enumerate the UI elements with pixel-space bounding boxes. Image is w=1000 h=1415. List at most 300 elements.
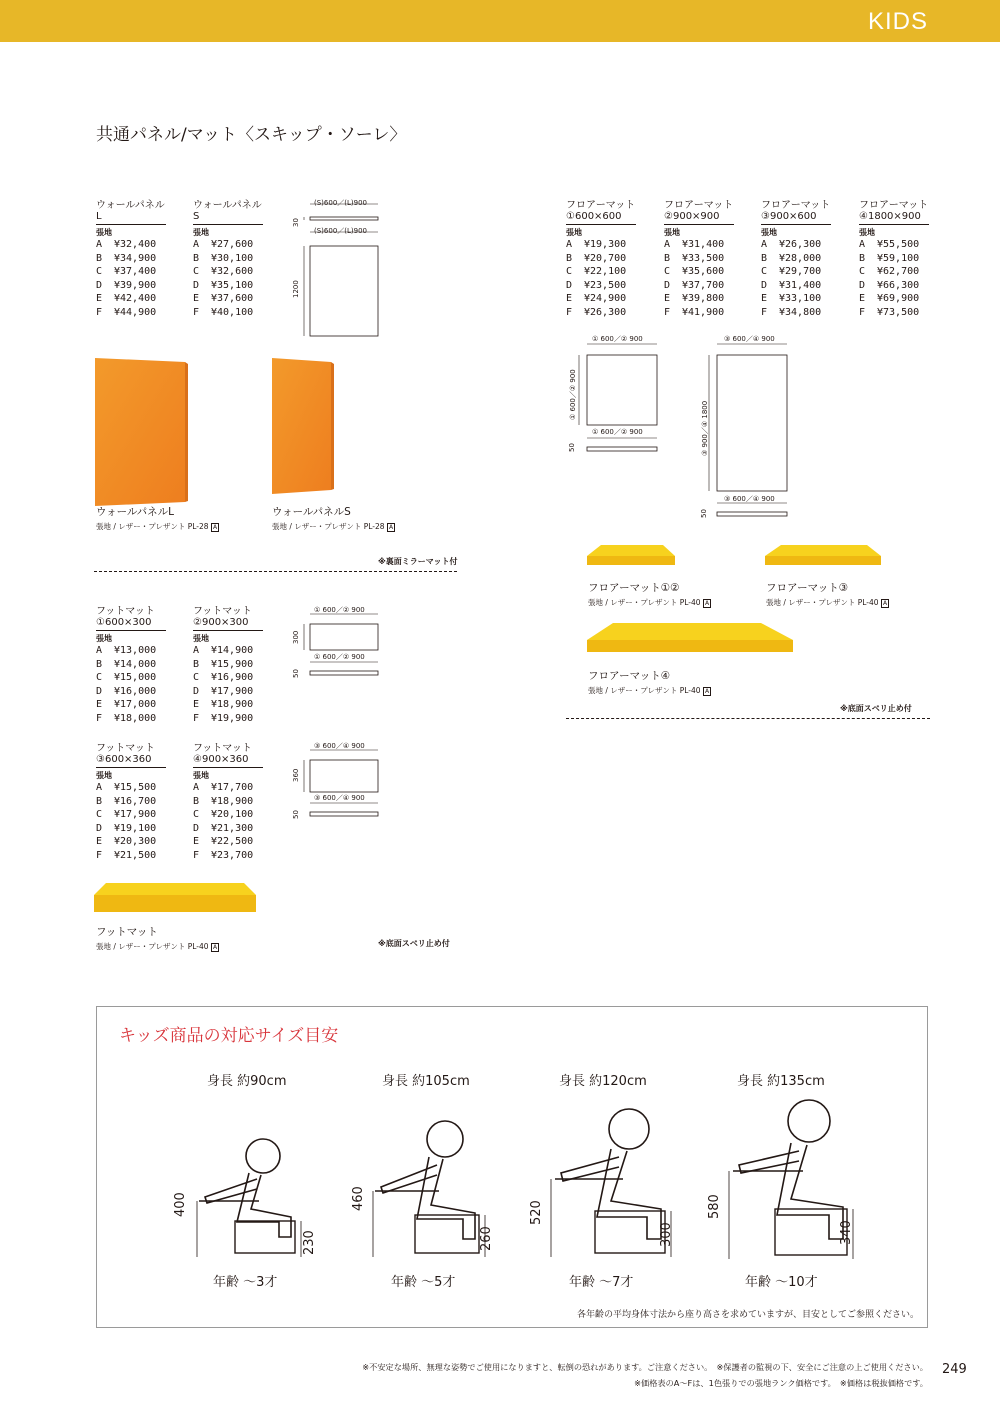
price-row	[96, 712, 166, 726]
rank-badge: A	[704, 688, 710, 695]
price-row	[193, 795, 263, 809]
section-divider	[566, 718, 930, 719]
product-spec: 張地 / レザー・プレザント PL-28	[272, 522, 385, 531]
product-name: ウォールパネルL	[96, 506, 174, 518]
price-row	[193, 238, 263, 252]
dim-label: ① 600／② 900	[592, 428, 643, 436]
dim-label: 50	[568, 443, 576, 452]
table-size: ③600×360	[96, 754, 152, 765]
product-spec: 張地 / レザー・プレザント PL-40	[588, 598, 701, 607]
product-name: フットマット	[96, 926, 158, 938]
wall-panel-s-caption	[272, 504, 395, 532]
dim-label: ① 600／② 900	[569, 369, 577, 420]
rank-letter: F	[96, 712, 103, 724]
price-row	[96, 698, 166, 712]
dim-label: ③ 600／④ 900	[724, 335, 775, 343]
foot-note: ※底面スベリ止め付	[378, 939, 450, 948]
price-value: ¥18,000	[114, 712, 157, 724]
rank-letter: D	[664, 279, 671, 291]
rank-letter: F	[859, 306, 866, 318]
price-value: ¥14,900	[211, 645, 254, 656]
figure-age: 年齢 ～5才	[391, 1275, 456, 1290]
price-row	[193, 849, 263, 863]
rank-letter: A	[566, 239, 573, 250]
price-row	[761, 265, 831, 279]
rank-badge: A	[704, 600, 710, 607]
dim-label: ③ 600／④ 900	[724, 495, 775, 503]
rank-letter: E	[859, 293, 866, 305]
price-table-wall-s	[193, 200, 263, 320]
price-row	[96, 835, 166, 849]
floor-mat-3-image	[763, 543, 883, 573]
price-row	[96, 238, 166, 252]
rank-letter: E	[193, 293, 200, 305]
footer-note-2: ※価格表のA～Fは、1色張りでの張地ランク価格です。 ※価格は税抜価格です。	[634, 1378, 928, 1388]
table-size: ④900×360	[193, 754, 249, 765]
product-spec: 張地 / レザー・プレザント PL-40	[766, 598, 879, 607]
product-name: ウォールパネルS	[272, 506, 351, 518]
figure-height: 身長 約135cm	[737, 1074, 825, 1089]
table-title: フットマット	[96, 743, 155, 754]
wall-panel-s-image	[270, 356, 336, 496]
dim-label: (S)600／(L)900	[314, 199, 367, 207]
product-name: フロアーマット③	[766, 582, 849, 594]
price-row	[761, 279, 831, 293]
wall-note: ※裏面ミラーマット付	[378, 557, 458, 566]
dim-label: ③ 600／④ 900	[314, 794, 365, 802]
price-value: ¥34,900	[114, 252, 157, 264]
rank-letter: C	[859, 266, 866, 278]
rank-letter: B	[96, 252, 103, 264]
table-sub: 張地	[193, 634, 209, 643]
rank-letter: F	[761, 306, 768, 318]
table-sub: 張地	[96, 771, 112, 780]
product-spec: 張地 / レザー・プレザント PL-40	[96, 942, 209, 951]
price-value: ¥16,000	[114, 685, 157, 697]
price-value: ¥35,100	[211, 279, 254, 291]
price-row	[761, 292, 831, 306]
dim-label: ① 600／② 900	[314, 653, 365, 661]
rank-letter: C	[96, 266, 103, 278]
price-row	[566, 252, 636, 266]
price-value: ¥37,400	[114, 266, 157, 278]
price-value: ¥23,500	[584, 279, 627, 291]
price-row	[96, 292, 166, 306]
price-value: ¥66,300	[877, 279, 920, 291]
price-row	[193, 658, 263, 672]
rank-letter: D	[96, 279, 103, 291]
rank-letter: C	[566, 266, 573, 278]
table-sub: 張地	[859, 228, 875, 237]
price-row	[193, 685, 263, 699]
foot-mat-image	[92, 880, 260, 920]
price-row	[96, 265, 166, 279]
price-value: ¥42,400	[114, 293, 157, 305]
seat-height: 300	[659, 1222, 674, 1247]
rank-badge: A	[388, 524, 394, 531]
rank-letter: A	[96, 645, 103, 656]
price-value: ¥35,600	[682, 266, 725, 278]
dim-label: ① 600／② 900	[592, 335, 643, 343]
price-row	[96, 306, 166, 320]
rank-letter: D	[761, 279, 768, 291]
price-value: ¥55,500	[877, 239, 920, 250]
rank-letter: F	[96, 306, 103, 318]
table-title: フットマット	[193, 606, 252, 617]
rank-badge: A	[212, 944, 218, 951]
price-row	[193, 644, 263, 658]
table-size: ①600×600	[566, 211, 622, 222]
rank-letter: D	[193, 822, 200, 834]
rank-letter: B	[859, 252, 866, 264]
rank-letter: A	[96, 239, 103, 250]
price-value: ¥39,900	[114, 279, 157, 291]
price-row	[664, 292, 734, 306]
rank-letter: A	[193, 239, 200, 250]
size-guide-title: キッズ商品の対応サイズ目安	[119, 1026, 339, 1046]
price-value: ¥24,900	[584, 293, 627, 305]
seat-height: 230	[302, 1230, 317, 1255]
table-sub: 張地	[566, 228, 582, 237]
price-table-foot-1	[96, 606, 166, 726]
figure-height: 身長 約90cm	[207, 1074, 287, 1089]
rank-letter: E	[664, 293, 671, 305]
price-row	[664, 306, 734, 320]
figure-age: 年齢 ～3才	[213, 1275, 278, 1290]
floor-mat-12-caption	[588, 580, 711, 608]
rank-letter: E	[566, 293, 573, 305]
dim-label: ③ 600／④ 900	[314, 742, 365, 750]
rank-letter: B	[193, 795, 200, 807]
rank-letter: B	[193, 658, 200, 670]
price-value: ¥15,500	[114, 782, 157, 793]
price-value: ¥30,100	[211, 252, 254, 264]
table-title: フロアーマット	[664, 200, 734, 211]
price-value: ¥34,800	[779, 306, 822, 318]
rank-letter: C	[193, 672, 200, 684]
price-value: ¥21,300	[211, 822, 254, 834]
price-value: ¥17,900	[114, 809, 157, 821]
price-table-wall-l	[96, 200, 166, 320]
product-name: フロアーマット④	[588, 670, 671, 682]
rank-letter: D	[96, 685, 103, 697]
table-title: フロアーマット	[566, 200, 636, 211]
table-sub: 張地	[761, 228, 777, 237]
product-name: フロアーマット①②	[588, 582, 680, 594]
wall-panel-l-caption	[96, 504, 219, 532]
rank-letter: A	[193, 645, 200, 656]
floor-mat-12-image	[585, 543, 677, 573]
rank-letter: C	[193, 809, 200, 821]
dim-label: 360	[292, 768, 300, 782]
price-value: ¥19,900	[211, 712, 254, 724]
price-row	[664, 238, 734, 252]
table-sub: 張地	[193, 771, 209, 780]
rank-letter: D	[96, 822, 103, 834]
price-value: ¥40,100	[211, 306, 254, 318]
rank-letter: F	[96, 849, 103, 861]
price-value: ¥17,000	[114, 699, 157, 711]
desk-height: 460	[351, 1186, 366, 1211]
price-value: ¥16,900	[211, 672, 254, 684]
figure-age: 年齢 ～7才	[569, 1275, 634, 1290]
product-spec: 張地 / レザー・プレザント PL-28	[96, 522, 209, 531]
dim-label: 300	[292, 630, 300, 644]
table-sub: 張地	[96, 228, 112, 237]
table-title: ウォールパネルL	[96, 200, 166, 225]
table-title: フロアーマット	[859, 200, 929, 211]
price-value: ¥32,600	[211, 266, 254, 278]
table-title: ウォールパネルS	[193, 200, 263, 225]
figure-age: 年齢 ～10才	[745, 1275, 818, 1290]
price-row	[96, 279, 166, 293]
price-value: ¥27,600	[211, 239, 254, 250]
footer-note-1: ※不安定な場所、無理な姿勢でご使用になりますと、転倒の恐れがあります。ご注意ください。 ※保護者の監視の下、安全にご注意の上ご使用ください。	[362, 1362, 928, 1372]
rank-letter: D	[859, 279, 866, 291]
rank-letter: C	[96, 672, 103, 684]
price-value: ¥20,700	[584, 252, 627, 264]
price-value: ¥22,100	[584, 266, 627, 278]
table-sub: 張地	[664, 228, 680, 237]
price-value: ¥26,300	[779, 239, 822, 250]
table-title: フットマット	[96, 606, 155, 617]
price-row	[96, 849, 166, 863]
figure-height: 身長 約120cm	[559, 1074, 647, 1089]
price-row	[193, 265, 263, 279]
price-value: ¥14,000	[114, 658, 157, 670]
rank-badge: A	[882, 600, 888, 607]
price-row	[859, 238, 929, 252]
price-value: ¥13,000	[114, 645, 157, 656]
floor-mat-4-caption	[588, 668, 711, 696]
rank-badge: A	[212, 524, 218, 531]
price-value: ¥31,400	[779, 279, 822, 291]
wall-panel-drawing	[290, 190, 390, 340]
price-value: ¥37,700	[682, 279, 725, 291]
rank-letter: D	[193, 279, 200, 291]
price-row	[193, 808, 263, 822]
price-value: ¥32,400	[114, 239, 157, 250]
price-row	[193, 835, 263, 849]
table-size: ④1800×900	[859, 211, 921, 222]
price-value: ¥39,800	[682, 293, 725, 305]
figure-height: 身長 約105cm	[382, 1074, 470, 1089]
price-value: ¥28,000	[779, 252, 822, 264]
price-row	[193, 292, 263, 306]
rank-letter: A	[859, 239, 866, 250]
price-value: ¥18,900	[211, 699, 254, 711]
rank-letter: A	[761, 239, 768, 250]
price-value: ¥20,300	[114, 836, 157, 848]
table-size: ②900×900	[664, 211, 720, 222]
dim-label: ③ 900／④ 1800	[701, 400, 709, 456]
dim-label: ① 600／② 900	[314, 606, 365, 614]
rank-letter: E	[96, 293, 103, 305]
price-row	[96, 252, 166, 266]
price-row	[96, 781, 166, 795]
price-row	[859, 306, 929, 320]
price-value: ¥62,700	[877, 266, 920, 278]
price-row	[193, 671, 263, 685]
category-label: KIDS	[867, 8, 928, 35]
price-table-foot-3	[96, 743, 166, 863]
rank-letter: F	[193, 306, 200, 318]
price-row	[566, 306, 636, 320]
price-value: ¥69,900	[877, 293, 920, 305]
price-table-floor-1	[566, 200, 636, 320]
dim-label: 50	[292, 669, 300, 678]
price-value: ¥22,500	[211, 836, 254, 848]
price-row	[96, 822, 166, 836]
rank-letter: D	[193, 685, 200, 697]
price-row	[193, 781, 263, 795]
price-value: ¥15,000	[114, 672, 157, 684]
price-value: ¥18,900	[211, 795, 254, 807]
rank-letter: F	[193, 712, 200, 724]
price-row	[664, 252, 734, 266]
dim-label: 50	[700, 509, 708, 518]
rank-letter: F	[193, 849, 200, 861]
dim-label: 30	[292, 218, 300, 227]
rank-letter: C	[193, 266, 200, 278]
section-divider	[94, 571, 457, 572]
price-row	[566, 238, 636, 252]
table-title: フットマット	[193, 743, 252, 754]
rank-letter: F	[664, 306, 671, 318]
price-row	[664, 265, 734, 279]
price-value: ¥41,900	[682, 306, 725, 318]
price-row	[96, 644, 166, 658]
price-row	[859, 292, 929, 306]
price-row	[96, 671, 166, 685]
price-row	[566, 292, 636, 306]
price-row	[761, 306, 831, 320]
floor-mat-4-image	[585, 620, 797, 662]
price-row	[96, 658, 166, 672]
size-guide-note: 各年齢の平均身体寸法から座り高さを求めていますが、目安としてご参照ください。	[576, 1310, 919, 1320]
price-value: ¥19,100	[114, 822, 157, 834]
dim-label: 50	[292, 810, 300, 819]
dim-label: (S)600／(L)900	[314, 227, 367, 235]
table-sub: 張地	[193, 228, 209, 237]
price-value: ¥21,500	[114, 849, 157, 861]
foot-mat-caption	[96, 924, 219, 952]
price-value: ¥17,900	[211, 685, 254, 697]
price-row	[193, 279, 263, 293]
product-spec: 張地 / レザー・プレザント PL-40	[588, 686, 701, 695]
price-value: ¥44,900	[114, 306, 157, 318]
price-table-floor-4	[859, 200, 929, 320]
rank-letter: B	[96, 795, 103, 807]
table-sub: 張地	[96, 634, 112, 643]
price-table-foot-2	[193, 606, 263, 726]
table-size: ②900×300	[193, 617, 249, 628]
price-value: ¥33,500	[682, 252, 725, 264]
rank-letter: E	[761, 293, 768, 305]
price-value: ¥26,300	[584, 306, 627, 318]
price-value: ¥16,700	[114, 795, 157, 807]
price-row	[96, 685, 166, 699]
table-title: フロアーマット	[761, 200, 831, 211]
rank-letter: B	[96, 658, 103, 670]
price-value: ¥23,700	[211, 849, 254, 861]
table-size: ③900×600	[761, 211, 817, 222]
price-value: ¥37,600	[211, 293, 254, 305]
price-row	[859, 265, 929, 279]
price-row	[193, 252, 263, 266]
price-row	[859, 279, 929, 293]
rank-letter: A	[193, 782, 200, 793]
rank-letter: E	[96, 699, 103, 711]
price-row	[193, 306, 263, 320]
price-value: ¥17,700	[211, 782, 254, 793]
seat-height: 260	[479, 1226, 494, 1251]
price-value: ¥15,900	[211, 658, 254, 670]
floor-note: ※底面スベリ止め付	[840, 704, 912, 713]
price-row	[761, 238, 831, 252]
rank-letter: C	[664, 266, 671, 278]
price-value: ¥31,400	[682, 239, 725, 250]
desk-height: 580	[707, 1194, 722, 1219]
rank-letter: C	[761, 266, 768, 278]
floor-mat-3-caption	[766, 580, 889, 608]
rank-letter: B	[193, 252, 200, 264]
price-row	[761, 252, 831, 266]
price-value: ¥19,300	[584, 239, 627, 250]
price-row	[566, 265, 636, 279]
rank-letter: B	[664, 252, 671, 264]
rank-letter: D	[566, 279, 573, 291]
price-value: ¥29,700	[779, 266, 822, 278]
rank-letter: B	[566, 252, 573, 264]
rank-letter: E	[193, 699, 200, 711]
header-bar	[0, 0, 1000, 42]
seat-height: 340	[839, 1220, 854, 1245]
price-table-floor-3	[761, 200, 831, 320]
price-value: ¥20,100	[211, 809, 254, 821]
price-value: ¥33,100	[779, 293, 822, 305]
wall-panel-l-image	[93, 356, 189, 508]
rank-letter: A	[96, 782, 103, 793]
price-value: ¥59,100	[877, 252, 920, 264]
price-row	[96, 808, 166, 822]
foot-mat-drawing	[290, 600, 390, 825]
price-table-foot-4	[193, 743, 263, 863]
rank-letter: F	[566, 306, 573, 318]
price-row	[96, 795, 166, 809]
price-value: ¥73,500	[877, 306, 920, 318]
desk-height: 400	[173, 1192, 188, 1217]
price-row	[193, 822, 263, 836]
rank-letter: A	[664, 239, 671, 250]
rank-letter: C	[96, 809, 103, 821]
page-title: 共通パネル/マット〈スキップ・ソーレ〉	[96, 125, 407, 145]
price-row	[193, 712, 263, 726]
price-row	[566, 279, 636, 293]
size-guide-box	[96, 1006, 928, 1328]
desk-height: 520	[529, 1200, 544, 1225]
rank-letter: E	[96, 836, 103, 848]
rank-letter: B	[761, 252, 768, 264]
rank-letter: E	[193, 836, 200, 848]
price-row	[859, 252, 929, 266]
table-size: ①600×300	[96, 617, 152, 628]
price-table-floor-2	[664, 200, 734, 320]
dim-label: 1200	[292, 280, 300, 298]
page-number: 249	[942, 1362, 967, 1377]
price-row	[193, 698, 263, 712]
price-row	[664, 279, 734, 293]
